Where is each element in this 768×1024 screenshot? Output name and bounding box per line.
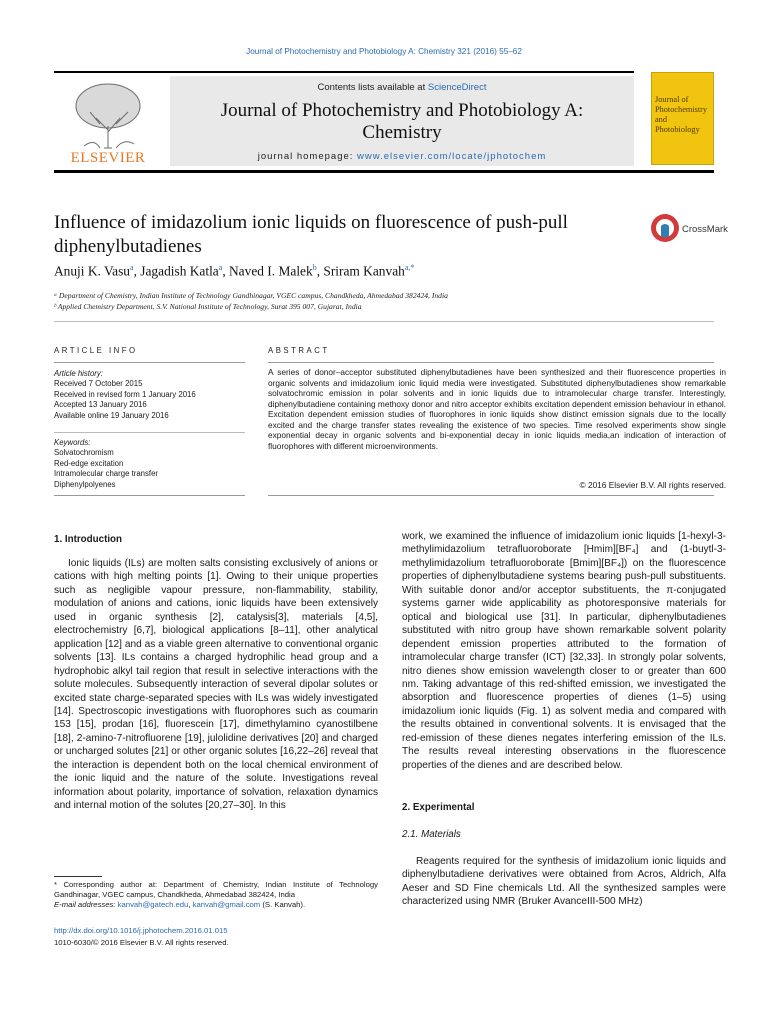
article-history	[54, 369, 245, 421]
doi-link[interactable]: http://dx.doi.org/10.1016/j.jphotochem.2016.01.015	[54, 926, 228, 935]
email-label: E-mail addresses:	[54, 900, 118, 909]
author-affil-mark: b	[312, 263, 317, 272]
affiliation-divider	[54, 321, 714, 322]
footnote-rule	[54, 876, 102, 877]
introduction-text: Ionic liquids (ILs) are molten salts consisting exclusively of anions or cations with high melting points [1]. Owing to their unique properties such as negligible vapour pressure, non-flammability, stability, modulation of anions and cations, ionic liquids have been extensively used in organic synthesis [2], catalysis[3], materials [4,5], electrochemistry [6,7], biological applications [8–11], other analytical application [12] and as a viable green alternative to conventional organic solvents [13]. ILs contains a charged hydrophilic head group and a hydrophobic alkyl tail region that result in selective interactions with the solute molecules. Subsequently interaction of several dipolar solutes or excited state charge-separated species with ILs was widely investigated [14]. Spectroscopic investigations with fluorophores such as coumarin 153 [15], prodan [16], fluorescein [17], dimethylamino cyanostilbene [18], 2-amino-7-nitrofluorene [19], julolidine derivatives [20] and charged or uncharged solutes [21] or other organic solutes [16,22–26] reveal that the interaction is dependent both on the local chemical environment of the ionic liquid and the nature of the solute. Investigations reveal information about polarity, importance of solvation, relaxation dynamics and internal motion of the solutes [20,27–30]. In this	[54, 558, 378, 812]
contents-prefix: Contents lists available at	[317, 82, 428, 93]
history-item: Available online 19 January 2016	[54, 410, 169, 420]
subsection-heading-materials: 2.1. Materials	[402, 829, 461, 840]
author-affil-mark: a	[130, 263, 134, 272]
author-list: Anuji K. Vasu$^a$, Jagadish Katla$^a$, Naved I. Malek$^b$, Sriram Kanvah$^{a,*}$	[54, 263, 415, 279]
keyword-item: Solvatochromism	[54, 448, 114, 458]
email-link[interactable]: kanvah@gmail.com	[192, 900, 261, 909]
journal-title-line1: Journal of Photochemistry and Photobiology A:	[220, 100, 584, 121]
history-item: Received in revised form 1 January 2016	[54, 389, 196, 399]
journal-citation[interactable]: Journal of Photochemistry and Photobiology A: Chemistry 321 (2016) 55–62	[246, 47, 522, 56]
article-info-rule	[54, 362, 245, 363]
keywords-divider	[54, 432, 245, 433]
introduction-continued-text: work, we examined the influence of imidazolium ionic liquids [1-hexyl-3-methylimidazolium tetrafluoroborate [Hmim][BF₄] and (1-buytl-3-methylimidazolium tetrafluoroborate [Bmim][BF₄]) on the fluorescence properties of diphenylbutadiene systems bearing push-pull substituents. With suitable donor and/or acceptor substituents, the π-conjugated systems garner wide applicability as photoresponsive materials for optical and biological use [31]. In particular, diphenylbutadienes substituted with nitro group have shown remarkable solvent polarity dependent emission properties attributed to the formation of intramolecular charge transfer (ICT) [32,33]. In strongly polar solvents, nitro dienes show emission wavelength closer to or greater than 600 nm. Taking advantage of this red-shifted emission, we investigated the absorption and fluorescence properties of dienes (1–5) using imidazolium ionic liquids (Fig. 1) as solvent media and compared with the results obtained in conventional solvents. It is envisaged that the red-emission of these dienes negates interfering emission of the ILs. The results reveal interesting observations in the fluorescence properties of the dienes and are described below.	[402, 531, 726, 771]
keywords	[54, 438, 245, 490]
keywords-heading: Keywords:	[54, 438, 91, 447]
homepage-prefix: journal homepage:	[257, 151, 358, 162]
corresponding-author-footnote: * Corresponding author at: Department of Chemistry, Indian Institute of Technology Gandhinagar, VGEC campus, Chandkheda, Ahmedabad 382424, India E-mail addresses: kanvah@gatech.edu, kanvah@gmail.com (S. Kanvah).	[54, 880, 378, 909]
journal-title-line2: Chemistry	[362, 122, 442, 143]
history-item: Received 7 October 2015	[54, 379, 143, 389]
author-name[interactable]: Anuji K. Vasu	[54, 263, 131, 279]
issn-copyright: 1010-6030/© 2016 Elsevier B.V. All rights reserved.	[54, 938, 229, 947]
email-suffix: (S. Kanvah).	[260, 900, 306, 909]
section-heading-introduction: 1. Introduction	[54, 534, 123, 545]
author-affil-mark: a	[218, 263, 223, 272]
abstract-caption: ABSTRACT	[268, 346, 330, 355]
homepage-link[interactable]: www.elsevier.com/locate/jphotochem	[357, 151, 547, 162]
journal-cover-title: Journal of Photochemistry and Photobiology	[655, 95, 708, 134]
abstract-rule	[268, 362, 714, 363]
abstract-text: A series of donor–acceptor substituted diphenylbutadienes have been synthesized and their fluorescence properties in organic solvents and imidazolium ionic liquid media were investigated. Substituted diphenylbutadienes show remarkable solvatochromic emission in polar solvents and in ionic liquids due to intramolecular charge transfer. Interestingly, diphenylbutadiene containing methoxy donor and nitro acceptor exhibits excitation dependent emission behaviour in ethanol. Excitation dependent emission studies of fluorophores in ionic liquids show distinct emission signals due to the locally excited and the charge transfer states revealing the existence of two species. Time resolved experiments show single exponential decay in organic solvents and bi-exponential decay in ionic liquids media,an indication of interaction of fluorophores with different microenvironments.	[268, 367, 726, 451]
contents-line	[170, 82, 634, 93]
header-rule-top	[54, 71, 634, 73]
publisher-wordmark: ELSEVIER	[70, 150, 146, 166]
abstract-copyright: © 2016 Elsevier B.V. All rights reserved.	[579, 480, 726, 490]
history-heading: Article history:	[54, 369, 103, 378]
author-name[interactable]: Jagadish Katla	[140, 263, 219, 279]
article-title: Influence of imidazolium ionic liquids on fluorescence of push-pull diphenylbutadienes	[54, 212, 568, 257]
email-link[interactable]: kanvah@gatech.edu	[117, 900, 189, 909]
sciencedirect-link[interactable]: ScienceDirect	[427, 82, 487, 93]
materials-text: Reagents required for the synthesis of imidazolium ionic liquids and diphenylbutadiene derivatives were obtained from Acros, Aldrich, Alfa Aeser and SD Fine chemicals Ltd. All the synthesized samples were characterized using NMR (Bruker AvanceIII-500 MHz)	[402, 856, 726, 908]
author-name[interactable]: Sriram Kanvah	[323, 263, 405, 279]
journal-title	[170, 100, 634, 144]
affiliation-b: ᵇ Applied Chemistry Department, S.V. National Institute of Technology, Surat 395 007, Gujarat, India	[54, 302, 362, 311]
keyword-item: Diphenylpolyenes	[54, 479, 116, 489]
article-info-caption: ARTICLE INFO	[54, 346, 138, 355]
section-heading-experimental: 2. Experimental	[402, 802, 475, 813]
author-name[interactable]: Naved I. Malek	[229, 263, 313, 279]
keyword-item: Intramolecular charge transfer	[54, 469, 159, 479]
abstract-bottom-rule	[268, 495, 714, 496]
crossmark-label[interactable]: CrossMark	[682, 224, 728, 235]
footnote-text: * Corresponding author at: Department of Chemistry, Indian Institute of Technology Gandhinagar, VGEC campus, Chandkheda, Ahmedabad 382424, India	[54, 880, 378, 899]
article-info-bottom-rule	[54, 495, 245, 496]
affiliation-a: ᵃ Department of Chemistry, Indian Institute of Technology Gandhinagar, VGEC campus, Chandkheda, Ahmedabad 382424, India	[54, 291, 448, 300]
header-rule-bottom	[54, 170, 714, 173]
crossmark-icon[interactable]	[650, 213, 680, 243]
keyword-item: Red-edge excitation	[54, 458, 124, 468]
history-item: Accepted 13 January 2016	[54, 400, 147, 410]
journal-homepage	[170, 151, 634, 162]
author-affil-mark: a,*	[404, 263, 415, 272]
